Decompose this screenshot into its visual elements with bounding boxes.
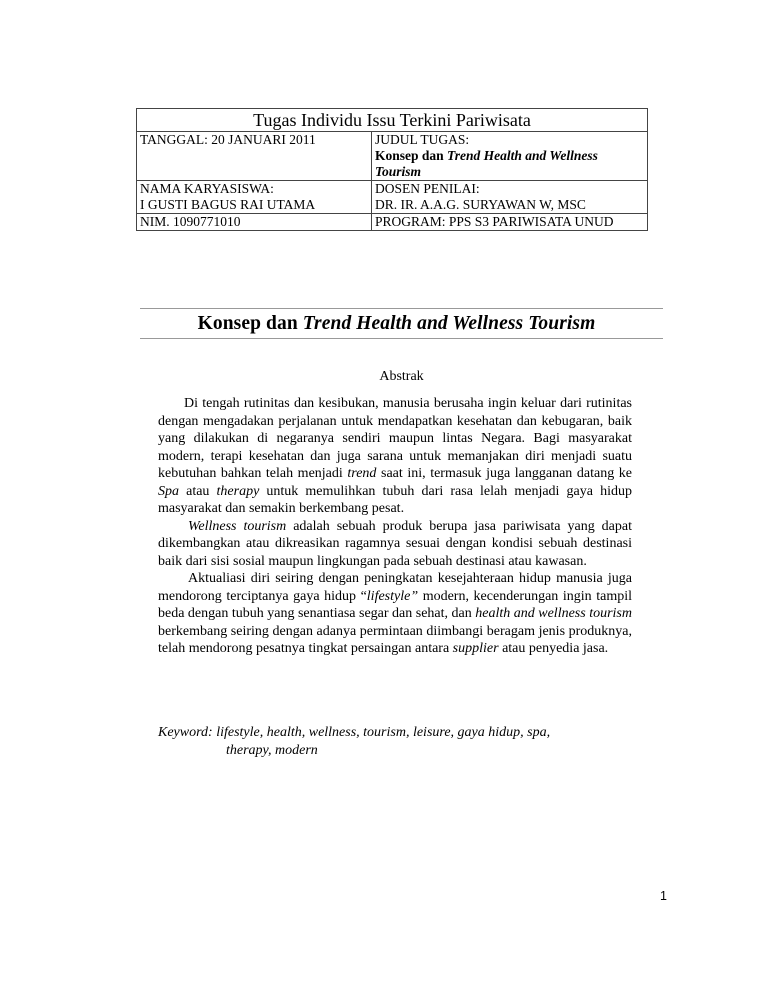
judul-label: JUDUL TUGAS:: [375, 132, 470, 147]
date-cell: TANGGAL: 20 JANUARI 2011: [137, 132, 372, 181]
nim-cell: NIM. 1090771010: [137, 214, 372, 231]
page-number: 1: [660, 889, 667, 903]
judul-cell: [372, 132, 648, 181]
title-rule-top: [140, 308, 663, 309]
assignment-title: Tugas Individu Issu Terkini Pariwisata: [137, 109, 648, 132]
nama-cell: [137, 181, 372, 214]
paragraph-2: Wellness tourism adalah sebuah produk berupa jasa pariwisata yang dapat dikembangkan atau dikreasikan ragamnya sesuai dengan kondisi sebuah destinasi baik dari sisi sosial maupun lingkungan pada sebuah destinasi atau kawasan.: [158, 518, 632, 569]
judul-value: Konsep dan Trend Health and Wellness Tourism: [375, 148, 598, 179]
paper-title: Konsep dan Trend Health and Wellness Tourism: [197, 313, 596, 334]
nama-value: I GUSTI BAGUS RAI UTAMA: [140, 197, 316, 212]
abstract-body: [158, 395, 632, 658]
keywords-line-1: Keyword: lifestyle, health, wellness, tourism, leisure, gaya hidup, spa,: [158, 725, 551, 740]
abstract-heading: Abstrak: [379, 369, 424, 384]
keywords: [158, 724, 632, 760]
paragraph-3: Aktualiasi diri seiring dengan peningkatan kesejahteraan hidup manusia juga mendorong terciptanya gaya hidup “lifestyle” modern, kecenderungan ingin tampil beda dengan tubuh yang senantiasa segar dan sehat, dan health and wellness tourism berkembang seiring dengan adanya permintaan diimbangi beragam jenis produknya, telah mendorong pesatnya tingkat persaingan antara supplier atau penyedia jasa.: [158, 571, 632, 656]
nama-label: NAMA KARYASISWA:: [140, 181, 274, 196]
program-cell: PROGRAM: PPS S3 PARIWISATA UNUD: [372, 214, 648, 231]
dosen-label: DOSEN PENILAI:: [375, 181, 480, 196]
dosen-value: DR. IR. A.A.G. SURYAWAN W, MSC: [375, 197, 586, 212]
paragraph-1: Di tengah rutinitas dan kesibukan, manusia berusaha ingin keluar dari rutinitas dengan mengadakan perjalanan untuk mendapatkan kesehatan dan kebugaran, baik yang dilakukan di negaranya sendiri maupun lintas Negara. Bagi masyarakat modern, terapi kesehatan dan juga sarana untuk memanjakan diri menjadi suatu kebutuhan bahkan telah menjadi trend saat ini, termasuk juga langganan datang ke Spa atau therapy untuk memulihkan tubuh dari rasa lelah menjadi gaya hidup masyarakat dan semakin berkembang pesat.: [158, 396, 632, 516]
keywords-line-2: therapy, modern: [226, 743, 318, 758]
assignment-header-table: [136, 108, 648, 231]
title-rule-bottom: [140, 338, 663, 339]
dosen-cell: [372, 181, 648, 214]
